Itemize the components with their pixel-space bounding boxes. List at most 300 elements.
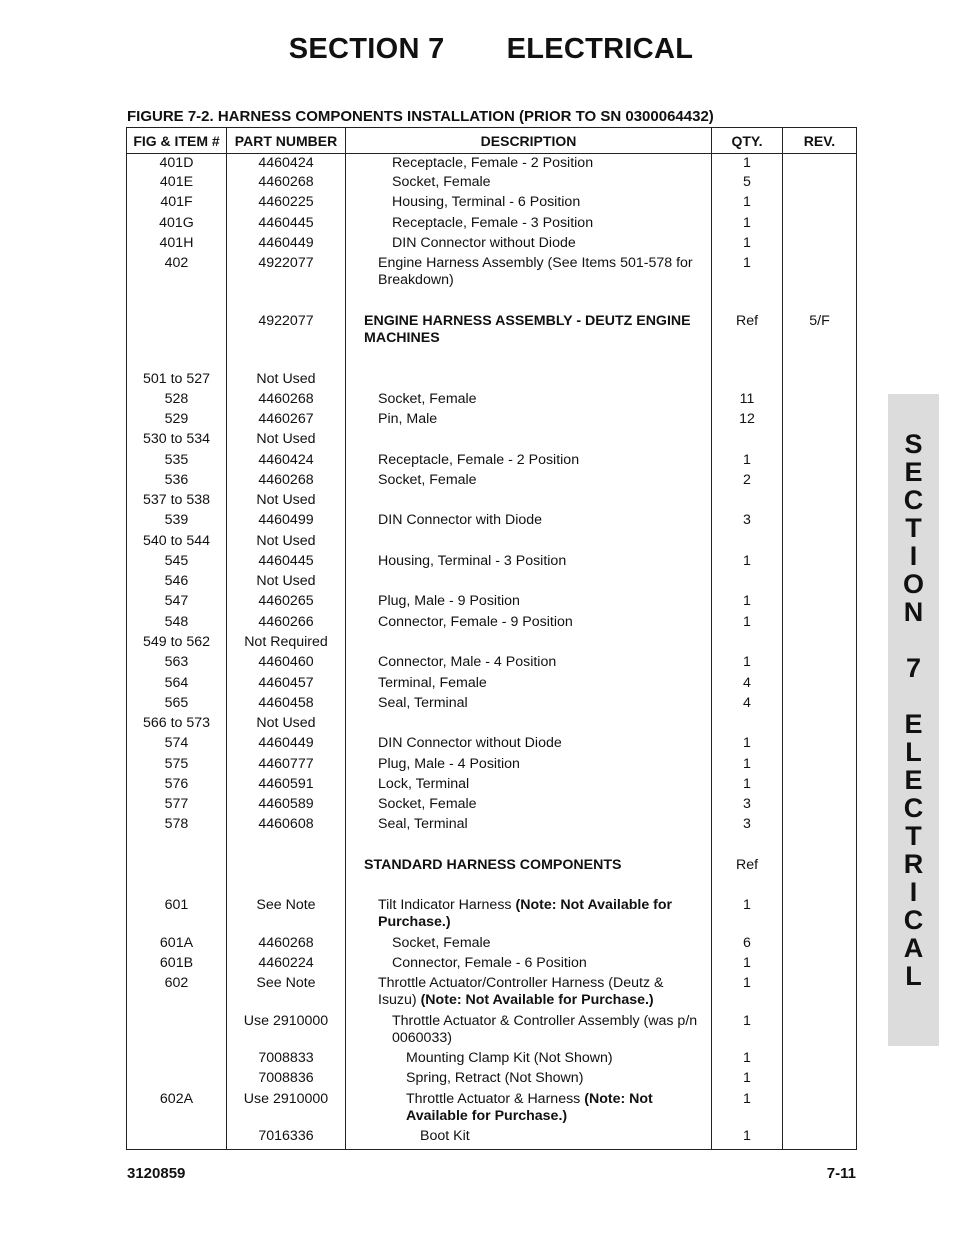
table-row xyxy=(127,255,857,313)
side-tab-letter: N xyxy=(903,597,924,627)
table-row xyxy=(127,1013,857,1050)
description-text: Terminal, Female xyxy=(378,674,487,691)
fig-item-cell: 549 to 562 xyxy=(127,634,227,654)
qty-cell: 3 xyxy=(712,816,783,857)
part-number-cell: 4460268 xyxy=(227,472,346,492)
rev-cell xyxy=(783,634,857,654)
part-number-cell: 4460268 xyxy=(227,935,346,955)
table-row xyxy=(127,756,857,776)
part-number-cell: 4460499 xyxy=(227,512,346,533)
qty-cell: 3 xyxy=(712,512,783,533)
fig-item-cell: 528 xyxy=(127,391,227,411)
side-tab-letter: I xyxy=(909,877,918,907)
part-number-cell xyxy=(227,857,346,897)
qty-cell: 1 xyxy=(712,1070,783,1091)
part-number-cell: 4460777 xyxy=(227,756,346,776)
description-cell xyxy=(346,1091,712,1128)
column-header-rev: REV. xyxy=(783,128,857,154)
description-text: Lock, Terminal xyxy=(378,775,470,792)
table-row xyxy=(127,154,857,174)
table-row xyxy=(127,194,857,215)
side-tab-letter: E xyxy=(904,765,923,795)
rev-cell xyxy=(783,1013,857,1050)
description-text: Connector, Female - 6 Position xyxy=(392,954,587,971)
description-cell xyxy=(346,756,712,776)
side-tab-letter: E xyxy=(904,457,923,487)
table-row xyxy=(127,1128,857,1150)
rev-cell xyxy=(783,371,857,391)
rev-cell xyxy=(783,492,857,512)
description-cell xyxy=(346,553,712,573)
qty-cell: 4 xyxy=(712,675,783,695)
description-text: Tilt Indicator Harness xyxy=(378,896,516,913)
fig-item-cell: 535 xyxy=(127,452,227,472)
table-row xyxy=(127,215,857,235)
qty-cell: 3 xyxy=(712,796,783,816)
rev-cell xyxy=(783,715,857,735)
description-cell xyxy=(346,935,712,955)
qty-cell: 12 xyxy=(712,411,783,431)
part-number-cell: Not Used xyxy=(227,715,346,735)
fig-item-cell xyxy=(127,1050,227,1070)
rev-cell xyxy=(783,533,857,553)
qty-cell: 4 xyxy=(712,695,783,715)
part-number-cell: 4460225 xyxy=(227,194,346,215)
fig-item-cell: 401G xyxy=(127,215,227,235)
part-number-cell: Not Used xyxy=(227,573,346,593)
part-number-cell: 4922077 xyxy=(227,313,346,371)
table-row xyxy=(127,1091,857,1128)
rev-cell xyxy=(783,695,857,715)
rev-cell xyxy=(783,897,857,935)
description-text: Socket, Female xyxy=(378,390,477,407)
table-row xyxy=(127,1050,857,1070)
fig-item-cell: 537 to 538 xyxy=(127,492,227,512)
fig-item-cell: 601B xyxy=(127,955,227,975)
part-number-cell: 4460265 xyxy=(227,593,346,614)
description-cell xyxy=(346,857,712,897)
side-tab-letter: C xyxy=(903,905,924,935)
description-bold-text: ENGINE HARNESS ASSEMBLY - DEUTZ ENGINE MACHINES xyxy=(364,312,691,346)
fig-item-cell: 564 xyxy=(127,675,227,695)
side-tab-letter xyxy=(888,626,939,654)
table-row xyxy=(127,735,857,756)
qty-cell: 6 xyxy=(712,935,783,955)
qty-cell: 5 xyxy=(712,174,783,194)
part-number-cell: Use 2910000 xyxy=(227,1013,346,1050)
fig-item-cell: 545 xyxy=(127,553,227,573)
description-cell xyxy=(346,654,712,675)
description-cell xyxy=(346,452,712,472)
part-number-cell: 4460449 xyxy=(227,735,346,756)
description-cell xyxy=(346,174,712,194)
rev-cell xyxy=(783,816,857,857)
document-number: 3120859 xyxy=(127,1165,186,1182)
description-text: Connector, Male - 4 Position xyxy=(378,653,557,670)
figure-title: FIGURE 7-2. HARNESS COMPONENTS INSTALLATION (PRIOR TO SN 0300064432) xyxy=(127,108,714,125)
qty-cell xyxy=(712,533,783,553)
table-row xyxy=(127,593,857,614)
description-cell xyxy=(346,313,712,371)
fig-item-cell xyxy=(127,1013,227,1050)
table-row xyxy=(127,816,857,857)
side-tab-letter: E xyxy=(904,709,923,739)
rev-cell xyxy=(783,1070,857,1091)
rev-cell: 5/F xyxy=(783,313,857,371)
side-tab-letter: T xyxy=(905,513,922,543)
table-row xyxy=(127,573,857,593)
side-tab-letter xyxy=(888,682,939,710)
fig-item-cell: 401D xyxy=(127,154,227,174)
table-row xyxy=(127,857,857,897)
table-row xyxy=(127,897,857,935)
description-bold-text: (Note: Not Available for Purchase.) xyxy=(406,1090,653,1124)
side-tab-letter: O xyxy=(902,569,924,599)
table-row xyxy=(127,431,857,452)
fig-item-cell: 401E xyxy=(127,174,227,194)
description-cell xyxy=(346,816,712,857)
description-text: Receptacle, Female - 2 Position xyxy=(392,155,594,171)
part-number-cell: 4460268 xyxy=(227,391,346,411)
fig-item-cell: 574 xyxy=(127,735,227,756)
description-cell xyxy=(346,1128,712,1150)
part-number-cell: 4460424 xyxy=(227,154,346,174)
part-number-cell: 4460266 xyxy=(227,614,346,634)
qty-cell: 1 xyxy=(712,154,783,174)
description-text: Plug, Male - 4 Position xyxy=(378,755,520,772)
fig-item-cell: 402 xyxy=(127,255,227,313)
qty-cell: 1 xyxy=(712,654,783,675)
table-row xyxy=(127,776,857,796)
table-row xyxy=(127,1070,857,1091)
rev-cell xyxy=(783,776,857,796)
rev-cell xyxy=(783,975,857,1013)
qty-cell: 1 xyxy=(712,776,783,796)
rev-cell xyxy=(783,573,857,593)
table-row xyxy=(127,796,857,816)
description-text: DIN Connector with Diode xyxy=(378,511,543,528)
fig-item-cell: 577 xyxy=(127,796,227,816)
table-row xyxy=(127,955,857,975)
description-cell xyxy=(346,735,712,756)
fig-item-cell xyxy=(127,857,227,897)
qty-cell: 1 xyxy=(712,1091,783,1128)
description-text: Pin, Male xyxy=(378,410,438,427)
table-row xyxy=(127,371,857,391)
part-number-cell: 7008836 xyxy=(227,1070,346,1091)
description-text: Seal, Terminal xyxy=(378,694,468,711)
fig-item-cell: 501 to 527 xyxy=(127,371,227,391)
fig-item-cell: 563 xyxy=(127,654,227,675)
table-row xyxy=(127,235,857,255)
rev-cell xyxy=(783,675,857,695)
qty-cell: 1 xyxy=(712,1128,783,1150)
description-cell xyxy=(346,512,712,533)
rev-cell xyxy=(783,1091,857,1128)
rev-cell xyxy=(783,411,857,431)
qty-cell: 1 xyxy=(712,553,783,573)
rev-cell xyxy=(783,955,857,975)
parts-table xyxy=(126,127,857,1150)
description-bold-text: (Note: Not Available for Purchase.) xyxy=(378,896,673,930)
qty-cell: 2 xyxy=(712,472,783,492)
description-text: Socket, Female xyxy=(378,795,477,812)
part-number-cell: 4460224 xyxy=(227,955,346,975)
rev-cell xyxy=(783,512,857,533)
qty-cell: 1 xyxy=(712,194,783,215)
part-number-cell: 4460268 xyxy=(227,174,346,194)
description-cell xyxy=(346,975,712,1013)
table-row xyxy=(127,715,857,735)
description-cell xyxy=(346,897,712,935)
qty-cell: 1 xyxy=(712,614,783,634)
side-tab-letter: L xyxy=(905,961,922,991)
description-text: DIN Connector without Diode xyxy=(392,234,576,251)
side-tab-letter: S xyxy=(904,429,923,459)
description-cell xyxy=(346,593,712,614)
description-cell xyxy=(346,573,712,593)
part-number-cell: 4460460 xyxy=(227,654,346,675)
table-row xyxy=(127,654,857,675)
fig-item-cell: 602A xyxy=(127,1091,227,1128)
fig-item-cell: 401F xyxy=(127,194,227,215)
part-number-cell: 4922077 xyxy=(227,255,346,313)
fig-item-cell: 601 xyxy=(127,897,227,935)
description-cell xyxy=(346,1013,712,1050)
rev-cell xyxy=(783,857,857,897)
part-number-cell: 4460267 xyxy=(227,411,346,431)
qty-cell: 1 xyxy=(712,975,783,1013)
side-tab-letter: T xyxy=(905,821,922,851)
side-tab-letter: I xyxy=(909,541,918,571)
part-number-cell: 7008833 xyxy=(227,1050,346,1070)
part-number-cell: Not Used xyxy=(227,492,346,512)
description-cell xyxy=(346,255,712,313)
qty-cell: 1 xyxy=(712,1013,783,1050)
description-cell xyxy=(346,634,712,654)
rev-cell xyxy=(783,235,857,255)
description-text: Seal, Terminal xyxy=(378,815,468,832)
description-cell xyxy=(346,955,712,975)
fig-item-cell: 536 xyxy=(127,472,227,492)
side-tab-letter: R xyxy=(903,849,924,879)
rev-cell xyxy=(783,431,857,452)
rev-cell xyxy=(783,1128,857,1150)
part-number-cell: 4460449 xyxy=(227,235,346,255)
rev-cell xyxy=(783,391,857,411)
rev-cell xyxy=(783,935,857,955)
table-row xyxy=(127,553,857,573)
fig-item-cell: 576 xyxy=(127,776,227,796)
rev-cell xyxy=(783,735,857,756)
part-number-cell: Use 2910000 xyxy=(227,1091,346,1128)
description-cell xyxy=(346,1050,712,1070)
qty-cell: 1 xyxy=(712,593,783,614)
fig-item-cell: 547 xyxy=(127,593,227,614)
qty-cell: Ref xyxy=(712,857,783,897)
part-number-cell: 4460608 xyxy=(227,816,346,857)
description-cell xyxy=(346,371,712,391)
section-name: ELECTRICAL xyxy=(506,33,694,65)
description-cell xyxy=(346,472,712,492)
fig-item-cell: 546 xyxy=(127,573,227,593)
fig-item-cell: 578 xyxy=(127,816,227,857)
column-header-fig-item: FIG & ITEM # xyxy=(127,128,227,154)
description-text: Socket, Female xyxy=(392,934,491,951)
fig-item-cell: 401H xyxy=(127,235,227,255)
part-number-cell: 4460591 xyxy=(227,776,346,796)
qty-cell xyxy=(712,634,783,654)
description-cell xyxy=(346,431,712,452)
qty-cell xyxy=(712,431,783,452)
description-text: Engine Harness Assembly (See Items 501-578 for Breakdown) xyxy=(378,254,693,288)
table-row xyxy=(127,313,857,371)
qty-cell: 1 xyxy=(712,955,783,975)
description-text: Receptacle, Female - 3 Position xyxy=(392,214,594,231)
page-number: 7-11 xyxy=(826,1165,856,1182)
fig-item-cell: 539 xyxy=(127,512,227,533)
fig-item-cell: 601A xyxy=(127,935,227,955)
description-text: Throttle Actuator & Harness xyxy=(406,1090,585,1107)
description-cell xyxy=(346,492,712,512)
side-tab-letter: L xyxy=(905,737,922,767)
part-number-cell: Not Used xyxy=(227,431,346,452)
part-number-cell: 4460445 xyxy=(227,215,346,235)
description-cell xyxy=(346,533,712,553)
description-cell xyxy=(346,391,712,411)
description-text: Socket, Female xyxy=(378,471,477,488)
part-number-cell: 7016336 xyxy=(227,1128,346,1150)
qty-cell: 1 xyxy=(712,1050,783,1070)
fig-item-cell: 565 xyxy=(127,695,227,715)
side-tab-letter: 7 xyxy=(905,653,922,683)
description-cell xyxy=(346,235,712,255)
description-bold-text: STANDARD HARNESS COMPONENTS xyxy=(364,856,622,873)
side-tab-letters xyxy=(888,430,939,990)
fig-item-cell: 540 to 544 xyxy=(127,533,227,553)
table-header-row xyxy=(127,128,857,154)
parts-table-body xyxy=(127,154,857,1150)
rev-cell xyxy=(783,154,857,174)
description-cell xyxy=(346,796,712,816)
part-number-cell: 4460589 xyxy=(227,796,346,816)
description-cell xyxy=(346,215,712,235)
description-cell xyxy=(346,715,712,735)
rev-cell xyxy=(783,472,857,492)
description-text: Throttle Actuator/Controller Harness (Deutz & Isuzu) xyxy=(378,974,664,1008)
qty-cell: 1 xyxy=(712,897,783,935)
description-cell xyxy=(346,411,712,431)
section-title xyxy=(0,33,954,66)
column-header-part-number: PART NUMBER xyxy=(227,128,346,154)
part-number-cell: Not Used xyxy=(227,533,346,553)
side-tab-letter: A xyxy=(903,933,924,963)
rev-cell xyxy=(783,215,857,235)
part-number-cell: 4460457 xyxy=(227,675,346,695)
description-text: Connector, Female - 9 Position xyxy=(378,613,573,630)
table-row xyxy=(127,452,857,472)
rev-cell xyxy=(783,553,857,573)
qty-cell: 1 xyxy=(712,215,783,235)
qty-cell: 1 xyxy=(712,235,783,255)
description-cell xyxy=(346,695,712,715)
description-cell xyxy=(346,614,712,634)
qty-cell: 1 xyxy=(712,452,783,472)
description-text: Boot Kit xyxy=(420,1127,470,1144)
qty-cell: 11 xyxy=(712,391,783,411)
fig-item-cell: 566 to 573 xyxy=(127,715,227,735)
side-tab-letter: C xyxy=(903,485,924,515)
description-cell xyxy=(346,154,712,174)
part-number-cell: Not Required xyxy=(227,634,346,654)
rev-cell xyxy=(783,452,857,472)
fig-item-cell: 602 xyxy=(127,975,227,1013)
description-cell xyxy=(346,776,712,796)
part-number-cell: See Note xyxy=(227,975,346,1013)
part-number-cell: See Note xyxy=(227,897,346,935)
qty-cell: 1 xyxy=(712,255,783,313)
description-cell xyxy=(346,194,712,215)
rev-cell xyxy=(783,593,857,614)
table-row xyxy=(127,935,857,955)
column-header-description: DESCRIPTION xyxy=(346,128,712,154)
section-side-tab xyxy=(888,394,939,1046)
rev-cell xyxy=(783,174,857,194)
table-row xyxy=(127,512,857,533)
fig-item-cell: 530 to 534 xyxy=(127,431,227,452)
qty-cell xyxy=(712,715,783,735)
table-row xyxy=(127,391,857,411)
description-text: Housing, Terminal - 6 Position xyxy=(392,193,581,210)
table-row xyxy=(127,634,857,654)
rev-cell xyxy=(783,654,857,675)
table-row xyxy=(127,614,857,634)
table-row xyxy=(127,675,857,695)
fig-item-cell xyxy=(127,1128,227,1150)
qty-cell xyxy=(712,492,783,512)
fig-item-cell: 575 xyxy=(127,756,227,776)
table-row xyxy=(127,174,857,194)
description-text: Receptacle, Female - 2 Position xyxy=(378,451,580,468)
fig-item-cell xyxy=(127,313,227,371)
description-cell xyxy=(346,675,712,695)
table-row xyxy=(127,975,857,1013)
rev-cell xyxy=(783,614,857,634)
rev-cell xyxy=(783,1050,857,1070)
fig-item-cell: 548 xyxy=(127,614,227,634)
part-number-cell: Not Used xyxy=(227,371,346,391)
fig-item-cell xyxy=(127,1070,227,1091)
description-text: Spring, Retract (Not Shown) xyxy=(406,1069,584,1086)
qty-cell xyxy=(712,573,783,593)
table-row xyxy=(127,533,857,553)
description-text: Mounting Clamp Kit (Not Shown) xyxy=(406,1049,613,1066)
part-number-cell: 4460458 xyxy=(227,695,346,715)
qty-cell: 1 xyxy=(712,735,783,756)
description-text: Socket, Female xyxy=(392,173,491,190)
table-row xyxy=(127,472,857,492)
rev-cell xyxy=(783,255,857,313)
part-number-cell: 4460424 xyxy=(227,452,346,472)
description-text: Plug, Male - 9 Position xyxy=(378,592,520,609)
description-text: Throttle Actuator & Controller Assembly (was p/n 0060033) xyxy=(392,1012,698,1046)
description-bold-text: (Note: Not Available for Purchase.) xyxy=(420,991,654,1008)
description-cell xyxy=(346,1070,712,1091)
rev-cell xyxy=(783,796,857,816)
qty-cell: 1 xyxy=(712,756,783,776)
table-row xyxy=(127,695,857,715)
side-tab-letter: C xyxy=(903,793,924,823)
